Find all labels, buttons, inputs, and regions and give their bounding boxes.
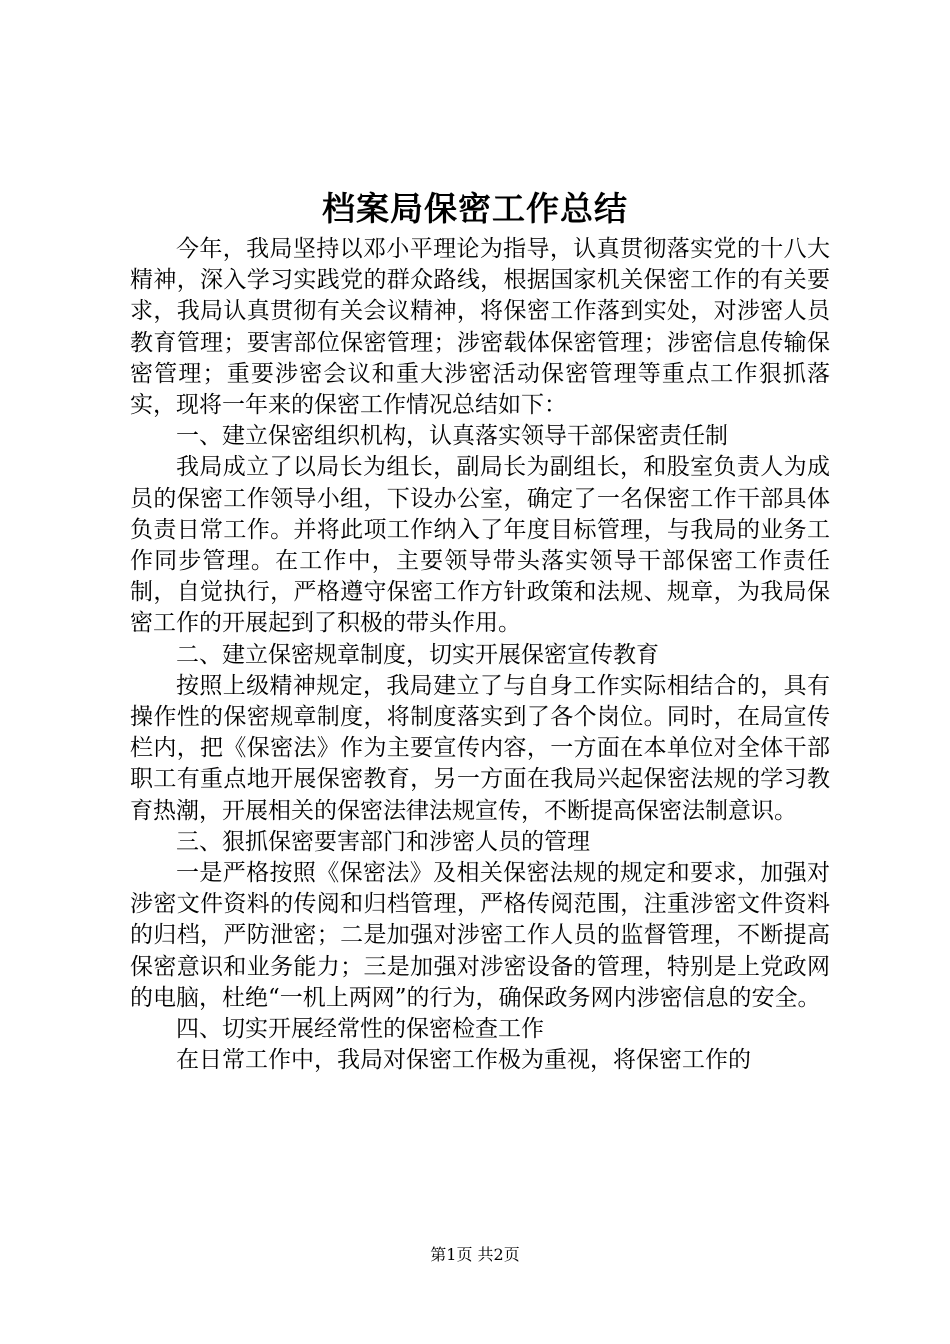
section-heading-4: 四、切实开展经常性的保密检查工作 (176, 1016, 544, 1043)
document-title: 档案局保密工作总结 (322, 189, 628, 228)
section-heading-3: 三、狠抓保密要害部门和涉密人员的管理 (176, 828, 590, 855)
section-paragraph-4: 在日常工作中，我局对保密工作极为重视，将保密工作的 (176, 1047, 751, 1074)
section-paragraph-2: 按照上级精神规定，我局建立了与自身工作实际相结合的，具有操作性的保密规章制度，将制度落实到了各个岗位。同时，在局宣传栏内，把《保密法》作为主要宣传内容，一方面在本单位对全体干部职工有重点地开展保密教育，另一方面在我局兴起保密法规的学习教育热潮，开展相关的保密法律法规宣传，不断提高保密法制意识。 (130, 672, 830, 824)
document-body (130, 234, 830, 1076)
section-heading-2: 二、建立保密规章制度，切实开展保密宣传教育 (176, 641, 659, 668)
section-paragraph-3: 一是严格按照《保密法》及相关保密法规的规定和要求，加强对涉密文件资料的传阅和归档管理，严格传阅范围，注重涉密文件资料的归档，严防泄密；二是加强对涉密工作人员的监督管理，不断提高保密意识和业务能力；三是加强对涉密设备的管理，特别是上党政网的电脑，杜绝“一机上两网”的行为，确保政务网内涉密信息的安全。 (130, 860, 830, 1011)
section-paragraph-1: 我局成立了以局长为组长，副局长为副组长，和股室负责人为成员的保密工作领导小组，下设办公室，确定了一名保密工作干部具体负责日常工作。并将此项工作纳入了年度目标管理，与我局的业务工作同步管理。在工作中，主要领导带头落实领导干部保密工作责任制，自觉执行，严格遵守保密工作方针政策和法规、规章，为我局保密工作的开展起到了积极的带头作用。 (130, 454, 830, 637)
page-number-footer: 第1页 共2页 (430, 1245, 520, 1264)
section-heading-1: 一、建立保密组织机构，认真落实领导干部保密责任制 (176, 423, 728, 450)
intro-paragraph: 今年，我局坚持以邓小平理论为指导，认真贯彻落实党的十八大精神，深入学习实践党的群众路线，根据国家机关保密工作的有关要求，我局认真贯彻有关会议精神，将保密工作落到实处，对涉密人员教育管理；要害部位保密管理；涉密载体保密管理；涉密信息传输保密管理；重要涉密会议和重大涉密活动保密管理等重点工作狠抓落实，现将一年来的保密工作情况总结如下： (130, 236, 830, 419)
